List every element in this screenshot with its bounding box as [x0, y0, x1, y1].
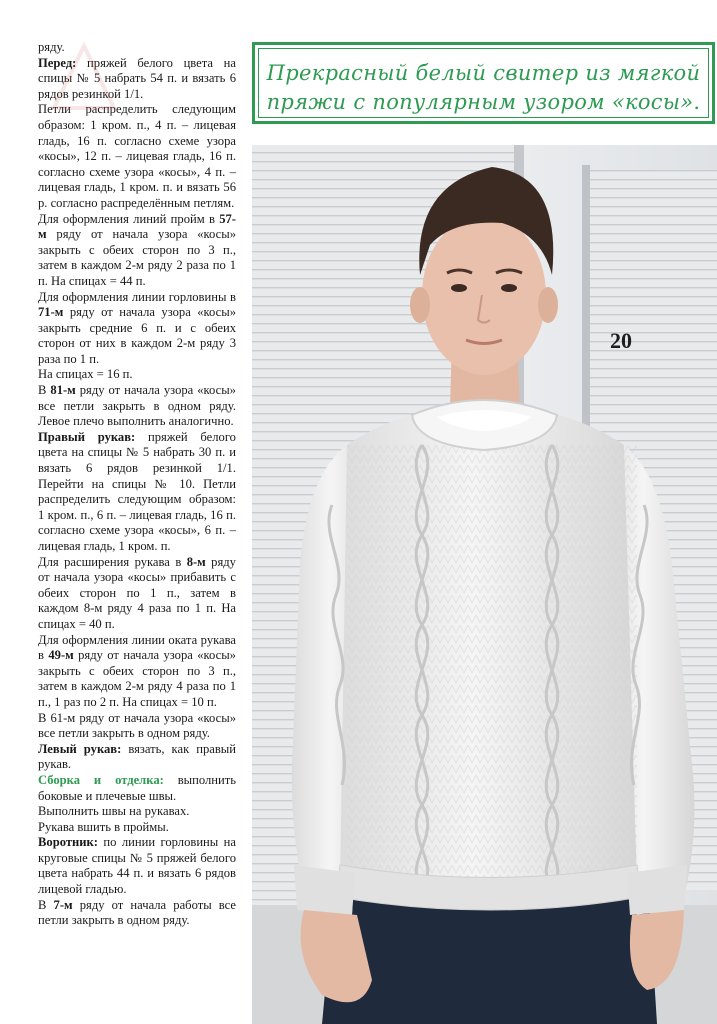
left-eye: [451, 284, 467, 292]
armhole-text: Для оформления линий пройм в 57-м ряду от начала узора «косы» закрыть с обеих сторон по 3 п., затем в каждом 2-м ряду 2 раза по 1 п. На спицах = 44 п.: [38, 211, 236, 288]
collar-finish: В 7-м ряду от начала работы все петли закрыть в одном ряду.: [38, 897, 236, 928]
assembly-section: Сборка и отделка: выполнить боковые и плечевые швы.: [38, 772, 236, 803]
sleeve-widen-text: Для расширения рукава в 8-м ряду от начала узора «косы» прибавить с обеих сторон по 1 п., затем в каждом 8-м ряду 4 раза по 1 п. На спицах = 40 п.: [38, 554, 236, 631]
assembly-seams: Выполнить швы на рукавах.: [38, 804, 190, 819]
right-sleeve-section: [38, 430, 236, 555]
front-distribution: Петли распределить следующим образом: 1 кром. п., 4 п. – лицевая гладь, 16 п. согласно схеме узора «косы», 12 п. – лицевая гладь, 16 п. согласно схеме узора «косы», 4 п. – лицевая гладь, 1 кром. п. и вязать 56 р. согласно распределённым петлям.: [38, 102, 236, 210]
shoulder-text: В 81-м ряду от начала узора «косы» все петли закрыть в одном ряду. Левое плечо выполнить аналогично.: [38, 383, 236, 429]
front-text: пряжей белого цвета на спицы № 5 набрать 54 п. и вязать 6 рядов резинкой 1/1.: [38, 55, 236, 101]
collar-label: Воротник:: [38, 835, 98, 850]
instruction-column: [38, 40, 236, 929]
left-sleeve-label: Левый рукав:: [38, 741, 122, 756]
left-ear: [410, 287, 430, 323]
title-line-1: Прекрасный белый свитер из мягкой: [266, 61, 701, 85]
decorative-watermark-icon: [44, 38, 124, 118]
knit-texture: [347, 445, 637, 885]
left-sleeve-section: Левый рукав: вязать, как правый рукав.: [38, 741, 236, 772]
sleeve-cap-text: Для оформления линии оката рукава в 49-м ряду от начала узора «косы» закрыть с обеих сторон по 3 п., затем в каждом 2-м ряду 4 раза по 1 п., 1 раз по 2 п. На спицах = 10 п.: [38, 632, 236, 709]
title-line-2: пряжи с популярным узором «косы».: [266, 90, 701, 114]
continued-text: ряду.: [38, 40, 65, 54]
front-label: Перед:: [38, 55, 77, 70]
sleeve-end-text: В 61-м ряду от начала узора «косы» все петли закрыть в одном ряду.: [38, 710, 236, 741]
title-box: [252, 42, 715, 124]
face: [422, 215, 546, 375]
neckline-text: Для оформления линии горловины в 71-м ряду от начала узора «косы» закрыть средние 6 п. и с обеих сторон от них в каждом 2-м ряду 3 раза по 1 п.: [38, 289, 236, 366]
model-number: 20: [610, 328, 632, 353]
assembly-label: Сборка и отделка:: [38, 772, 164, 787]
left-cuff: [294, 865, 354, 915]
right-sleeve-text: пряжей белого цвета на спицы № 5 набрать 30 п. и вязать 6 рядов резинкой 1/1. Перейти на спицы № 10. Петли распределить следующим образом: 1 кром. п., 6 п. – лицевая гладь, 16 п. согласно схеме узора «косы», 6 п. – лицевая гладь, 1 кром. п.: [38, 429, 236, 553]
page-title: [255, 59, 712, 117]
right-cuff: [627, 865, 687, 915]
assembly-sleeves: Рукава вшить в проймы.: [38, 819, 169, 834]
model-photo: [252, 145, 717, 1024]
right-eye: [501, 284, 517, 292]
right-ear: [538, 287, 558, 323]
model-illustration: [252, 145, 717, 1024]
collar-section: Воротник: по линии горловины на круговые спицы № 5 пряжей белого цвета набрать 44 п. и вязать 6 рядов лицевой гладью.: [38, 835, 236, 897]
neckline-count: На спицах = 16 п.: [38, 367, 133, 382]
right-sleeve-label: Правый рукав:: [38, 429, 136, 444]
